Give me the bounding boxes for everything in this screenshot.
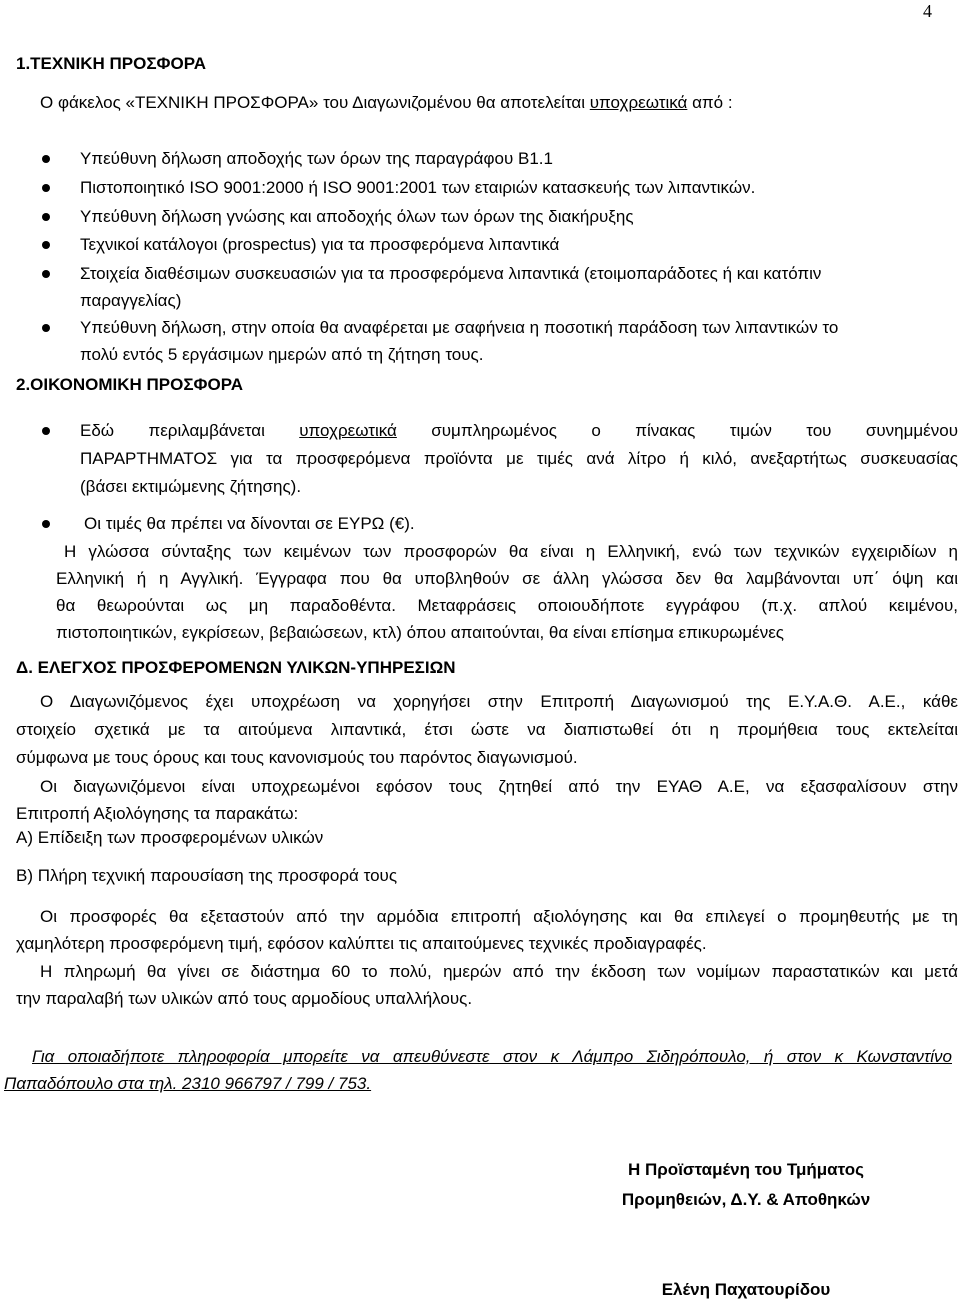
- list-item-continuation: (βάσει εκτιμώμενης ζήτησης).: [80, 477, 302, 496]
- section-heading-inspection: Δ. ΕΛΕΓΧΟΣ ΠΡΟΣΦΕΡΟΜΕΝΩΝ ΥΛΙΚΩΝ-ΥΠΗΡΕΣΙΩΝ: [16, 658, 456, 677]
- paragraph-line: την παραλαβή των υλικών από τους αρμοδίους υπαλλήλους.: [16, 989, 473, 1008]
- section-heading-technical-offer: 1.ΤΕΧΝΙΚΗ ΠΡΟΣΦΟΡΑ: [16, 54, 207, 73]
- paragraph-line: Ο Διαγωνιζόμενος έχει υποχρέωση να χορηγήσει στην Επιτροπή Διαγωνισμού της Ε.Υ.Α.Θ. Α.Ε., κάθε: [40, 692, 958, 711]
- list-item-continuation: πολύ εντός 5 εργάσιμων ημερών από τη ζήτηση τους.: [80, 345, 484, 364]
- signature-title: Η Προϊσταμένη του Τμήματος: [628, 1160, 864, 1179]
- paragraph-line: Οι διαγωνιζόμενοι είναι υποχρεωμένοι εφόσον τους ζητηθεί από την ΕΥΑΘ Α.Ε, να εξασφαλίσουν στην: [40, 777, 958, 796]
- paragraph-line: Η πληρωμή θα γίνει σε διάστημα 60 το πολύ, ημερών από την έκδοση των νομίμων παραστατικών και μετά: [40, 962, 958, 981]
- contact-info-line: Για οποιαδήποτε πληροφορία μπορείτε να απευθύνεστε στον κ Λάμπρο Σιδηρόπουλο, ή στον κ Κωνσταντίνο: [32, 1047, 952, 1066]
- list-item-continuation: παραγγελίας): [80, 291, 182, 310]
- paragraph-line: χαμηλότερη προσφερόμενη τιμή, εφόσον καλύπτει τις απαιτούμενες τεχνικές προδιαγραφές.: [16, 934, 707, 953]
- contact-info-line: Παπαδόπουλο στα τηλ. 2310 966797 / 799 / 753.: [4, 1074, 372, 1093]
- paragraph-line: Επιτροπή Αξιολόγησης τα παρακάτω:: [16, 804, 299, 823]
- paragraph-line: Ελληνική ή η Αγγλική. Έγγραφα που θα υποβληθούν σε άλλη γλώσσα δεν θα λαμβάνονται υπ΄ όψη και: [56, 569, 958, 588]
- section-heading-financial-offer: 2.ΟΙΚΟΝΟΜΙΚΗ ΠΡΟΣΦΟΡΑ: [16, 375, 244, 394]
- list-item-b: Β) Πλήρη τεχνική παρουσίαση της προσφορά τους: [16, 866, 398, 885]
- signature-title: Προμηθειών, Δ.Υ. & Αποθηκών: [621, 1190, 871, 1209]
- signatory-name: Ελένη Παχατουρίδου: [661, 1280, 831, 1299]
- paragraph-line: Η γλώσσα σύνταξης των κειμένων των προσφορών θα είναι η Ελληνική, ενώ των τεχνικών εγχειριδίων η: [64, 542, 958, 561]
- page-number: 4: [923, 1, 932, 21]
- technical-offer-intro: Ο φάκελος «ΤΕΧΝΙΚΗ ΠΡΟΣΦΟΡΑ» του Διαγωνιζομένου θα αποτελείται υποχρεωτικά από :: [40, 93, 733, 112]
- list-item-a: Α) Επίδειξη των προσφερομένων υλικών: [16, 828, 324, 847]
- paragraph-line: Οι προσφορές θα εξεταστούν από την αρμόδια επιτροπή αξιολόγησης και θα επιλεγεί ο προμηθευτής με τη: [40, 907, 958, 926]
- paragraph-line: θα θεωρούνται ως μη παραδοθέντα. Μεταφράσεις οποιουδήποτε εγγράφου (π.χ. απλού κειμένου,: [56, 596, 958, 615]
- paragraph-line: σύμφωνα με τους όρους και τους κανονισμούς του παρόντος διαγωνισμού.: [16, 748, 578, 767]
- paragraph-line: πιστοποιητικών, εγκρίσεων, βεβαιώσεων, κτλ) όπου απαιτούνται, θα είναι επίσημα επικυρωμένες: [56, 623, 784, 642]
- list-item-continuation: ΠΑΡΑΡΤΗΜΑΤΟΣ για τα προσφερόμενα προϊόντα με τιμές ανά λίτρο ή κιλό, ανεξαρτήτως συσκευασίας: [80, 449, 958, 468]
- paragraph-line: στοιχείο σχετικά με τα αιτούμενα λιπαντικά, έτσι ώστε να διαπιστωθεί ότι η προμήθεια τους εκτελείται: [16, 720, 958, 739]
